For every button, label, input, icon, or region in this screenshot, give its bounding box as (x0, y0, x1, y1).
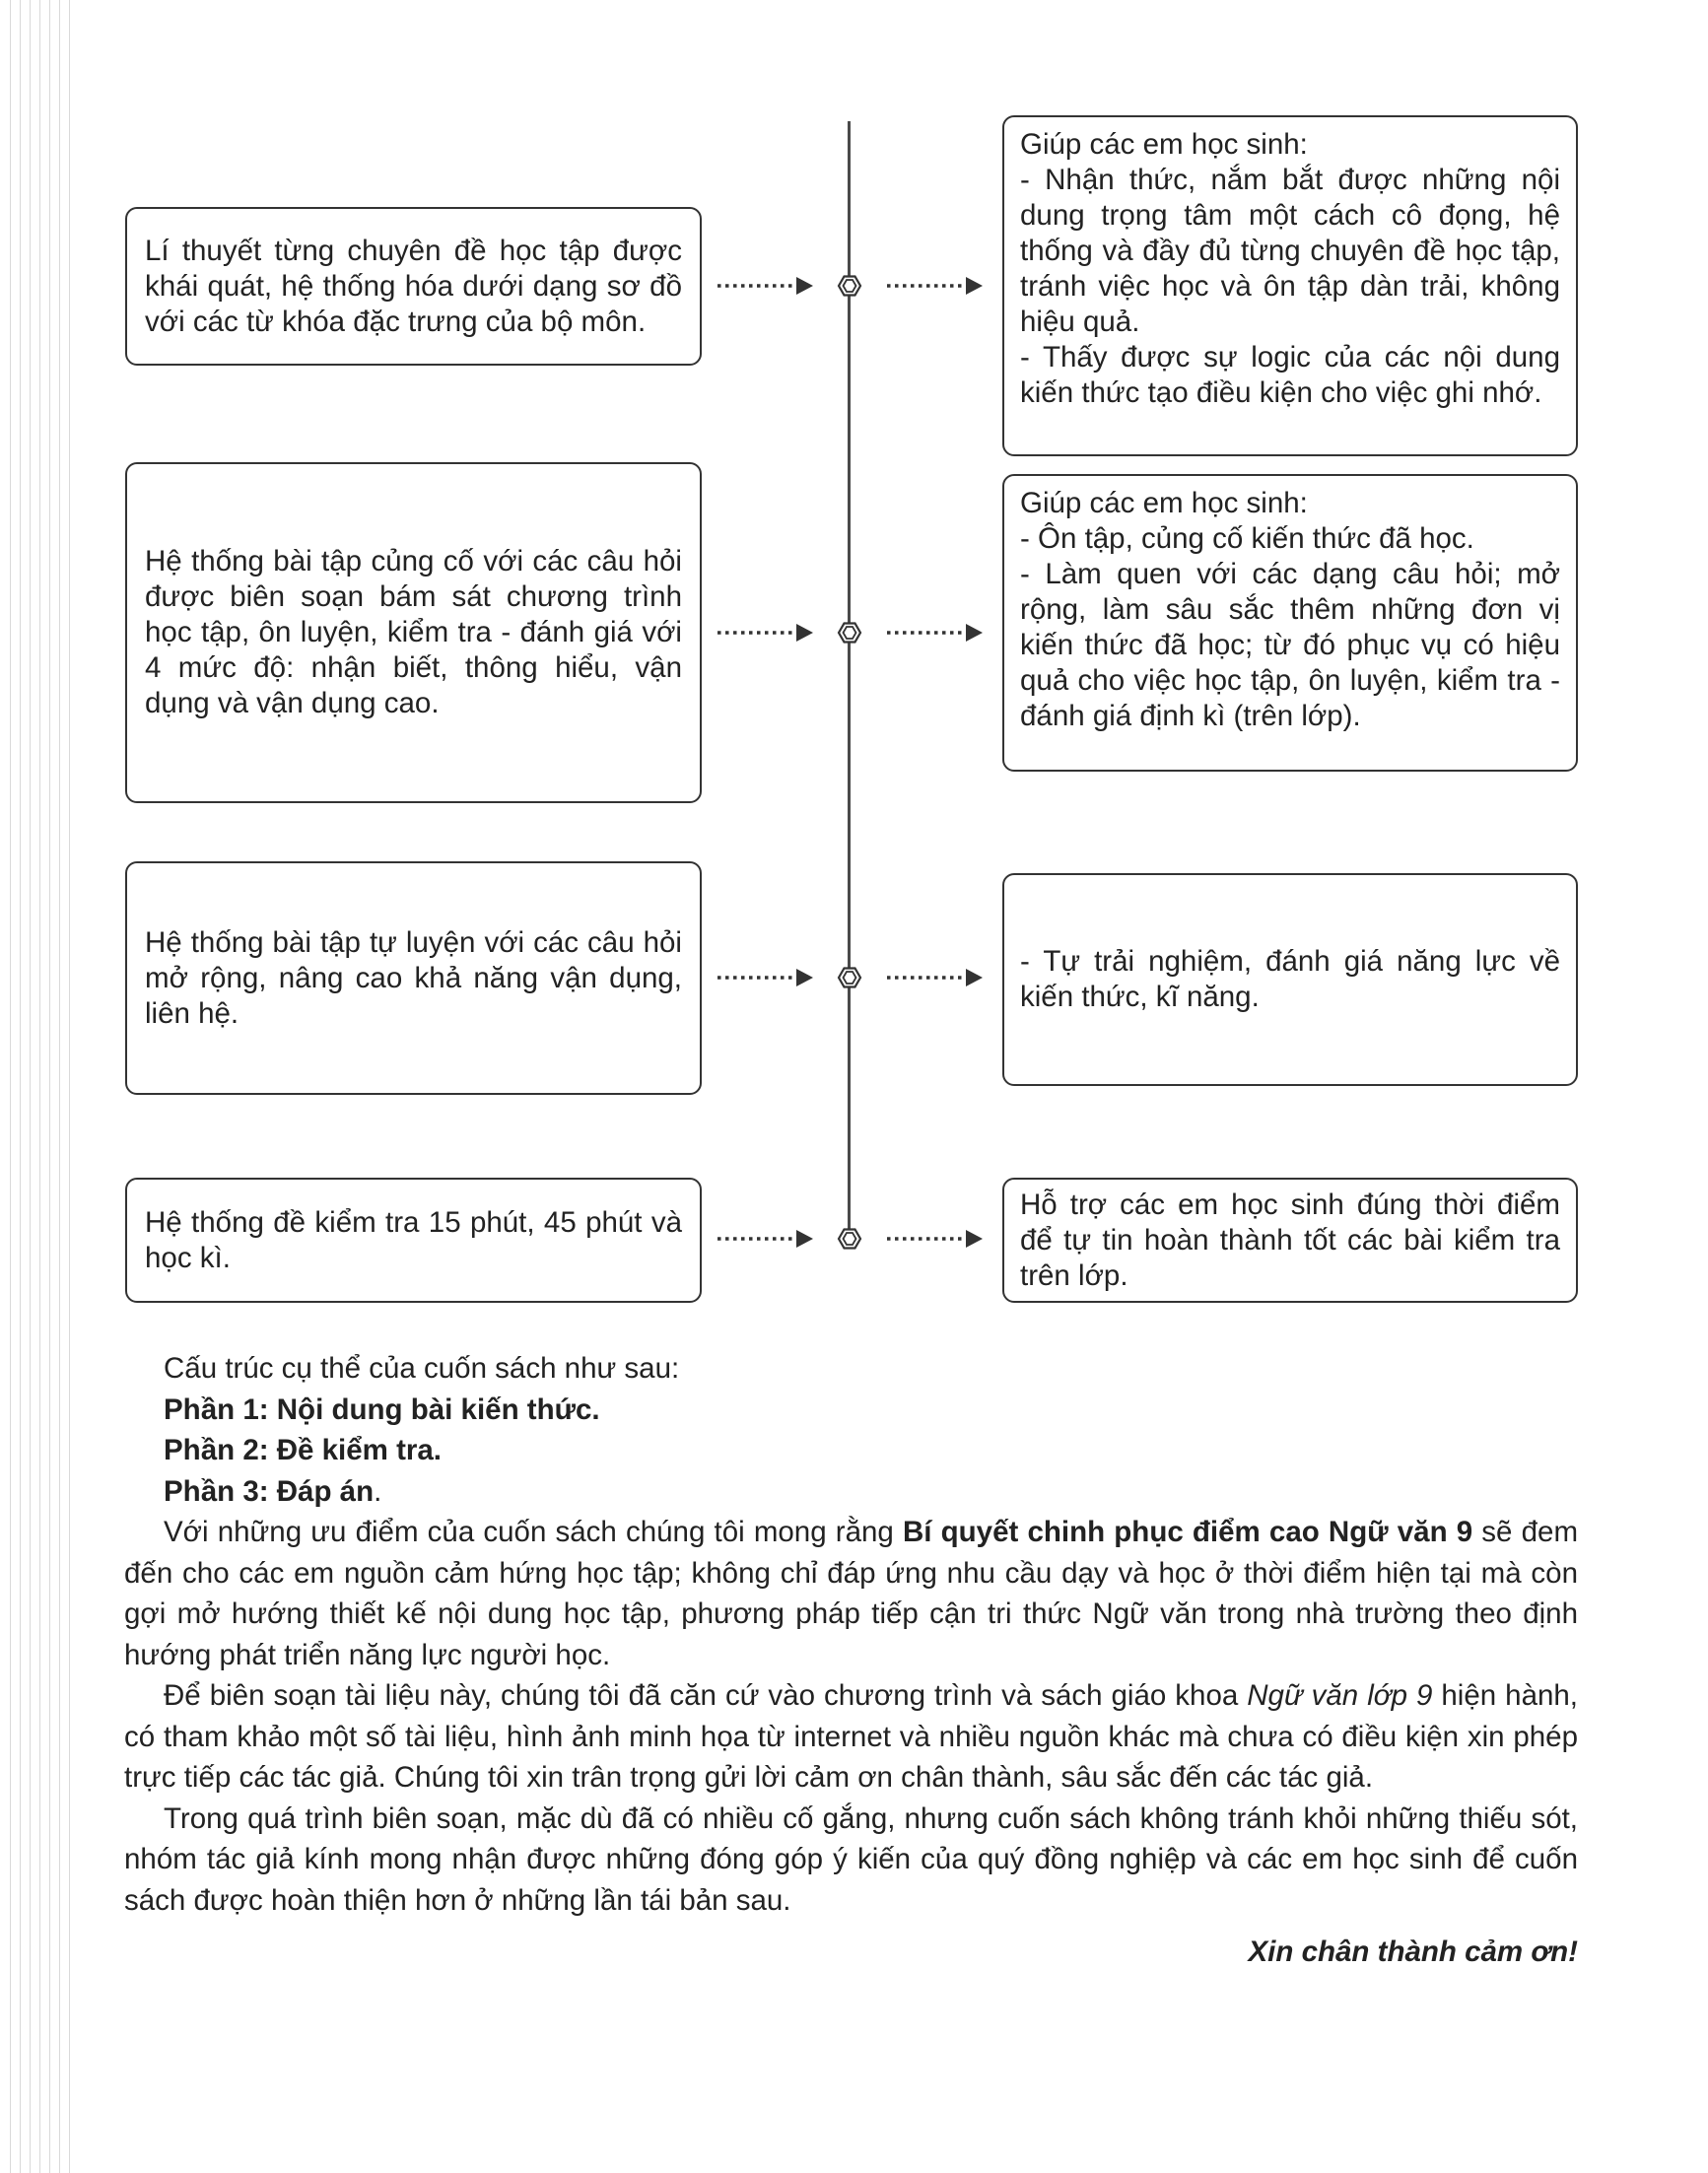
thanks-line: Xin chân thành cảm ơn! (1248, 1935, 1578, 1968)
hexagon-node-icon (832, 615, 867, 650)
p1-start: Với những ưu điểm của cuốn sách chúng tôi mong rằng (164, 1516, 903, 1548)
benefit-line: - Làm quen với các dạng câu hỏi; mở rộng, làm sâu sắc thêm những đơn vị kiến thức đã học; từ đó phục vụ có hiệu quả cho việc học tập, ôn luyện, kiểm tra - đánh giá định kì (trên lớp). (1020, 558, 1560, 732)
feature-text: Hệ thống bài tập củng cố với các câu hỏi được biên soạn bám sát chương trình học tập, ôn luyện, kiểm tra - đánh giá với 4 mức độ: nhận biết, thông hiểu, vận dụng và vận dụng cao. (145, 545, 682, 719)
part-3-label: Phần 3: Đáp án (164, 1474, 375, 1508)
dotted-arrow-icon (885, 621, 984, 645)
feature-box-self-practice (125, 861, 702, 1095)
benefit-box-consolidation (1002, 474, 1578, 772)
part-1: Phần 1: Nội dung bài kiến thức. (164, 1392, 600, 1426)
paragraph-3: Trong quá trình biên soạn, mặc dù đã có nhiều cố gắng, nhưng cuốn sách không tránh khỏi những thiếu sót, nhóm tác giả kính mong nhận được những đóng góp ý kiến của quý đồng nghiệp và các em học sinh để cuốn sách được hoàn thiện hơn ở những lần tái bản sau. (124, 1801, 1578, 1917)
feature-text: Hệ thống bài tập tự luyện với các câu hỏi mở rộng, nâng cao khả năng vận dụng, liên hệ. (145, 925, 682, 1030)
book-title: Bí quyết chinh phục điểm cao Ngữ văn 9 (902, 1516, 1473, 1548)
hexagon-node-icon (832, 960, 867, 995)
page-margin-lines (0, 0, 79, 2173)
p2-rest: hiện hành, có tham khảo một số tài liệu, hình ảnh minh họa từ internet và nhiều nguồn khác mà chưa có điều kiện xin phép trực tiếp các tác giả. Chúng tôi xin trân trọng gửi lời cảm ơn chân thành, sâu sắc đến các tác giả. (124, 1679, 1578, 1794)
dotted-arrow-icon (716, 274, 814, 298)
dotted-arrow-icon (885, 966, 984, 989)
benefit-line: Hỗ trợ các em học sinh đúng thời điểm để tự tin hoàn thành tốt các bài kiểm tra trên lớp. (1020, 1188, 1560, 1292)
p1-rest: sẽ đem đến cho các em nguồn cảm hứng học tập; không chỉ đáp ứng nhu cầu dạy và học ở thời điểm hiện tại mà còn gợi mở hướng thiết kế nội dung học tập, phương pháp tiếp cận tri thức Ngữ văn trong nhà trường theo định hướng phát triển năng lực người học. (124, 1516, 1579, 1671)
benefit-line: Giúp các em học sinh: (1020, 487, 1308, 519)
benefit-line: - Thấy được sự logic của các nội dung kiến thức tạo điều kiện cho việc ghi nhớ. (1020, 341, 1560, 409)
structure-intro: Cấu trúc cụ thể của cuốn sách như sau: (164, 1352, 680, 1385)
benefit-box-tests (1002, 1178, 1578, 1303)
dotted-arrow-icon (716, 621, 814, 645)
dotted-arrow-icon (716, 1227, 814, 1251)
feature-text: Lí thuyết từng chuyên đề học tập được khái quát, hệ thống hóa dưới dạng sơ đồ với các từ khóa đặc trưng của bộ môn. (145, 234, 682, 338)
hexagon-node-icon (832, 1221, 867, 1256)
benefit-line: - Nhận thức, nắm bắt được những nội dung trọng tâm một cách cô đọng, hệ thống và đầy đủ từng chuyên đề học tập, tránh việc học và ôn tập dàn trải, không hiệu quả. (1020, 164, 1560, 338)
benefit-line: - Tự trải nghiệm, đánh giá năng lực về kiến thức, kĩ năng. (1020, 945, 1560, 1013)
benefit-box-theory (1002, 115, 1578, 456)
part-3-end: . (374, 1474, 382, 1508)
preface-text (124, 1348, 1578, 1973)
dotted-arrow-icon (885, 274, 984, 298)
feature-box-tests (125, 1178, 702, 1303)
paragraph-1 (124, 1512, 1578, 1675)
feature-box-consolidation (125, 462, 702, 803)
p2-start: Để biên soạn tài liệu này, chúng tôi đã căn cứ vào chương trình và sách giáo khoa (164, 1679, 1248, 1712)
dotted-arrow-icon (716, 966, 814, 989)
feature-text: Hệ thống đề kiểm tra 15 phút, 45 phút và học kì. (145, 1205, 682, 1274)
hexagon-node-icon (832, 268, 867, 304)
paragraph-2 (124, 1675, 1578, 1799)
benefit-line: Giúp các em học sinh: (1020, 128, 1308, 161)
part-2: Phần 2: Đề kiểm tra. (164, 1434, 442, 1466)
feature-box-theory (125, 207, 702, 366)
dotted-arrow-icon (885, 1227, 984, 1251)
benefit-box-self-practice (1002, 873, 1578, 1086)
benefit-line: - Ôn tập, củng cố kiến thức đã học. (1020, 522, 1474, 555)
part-3 (124, 1471, 1578, 1513)
textbook-title: Ngữ văn lớp 9 (1247, 1679, 1433, 1712)
